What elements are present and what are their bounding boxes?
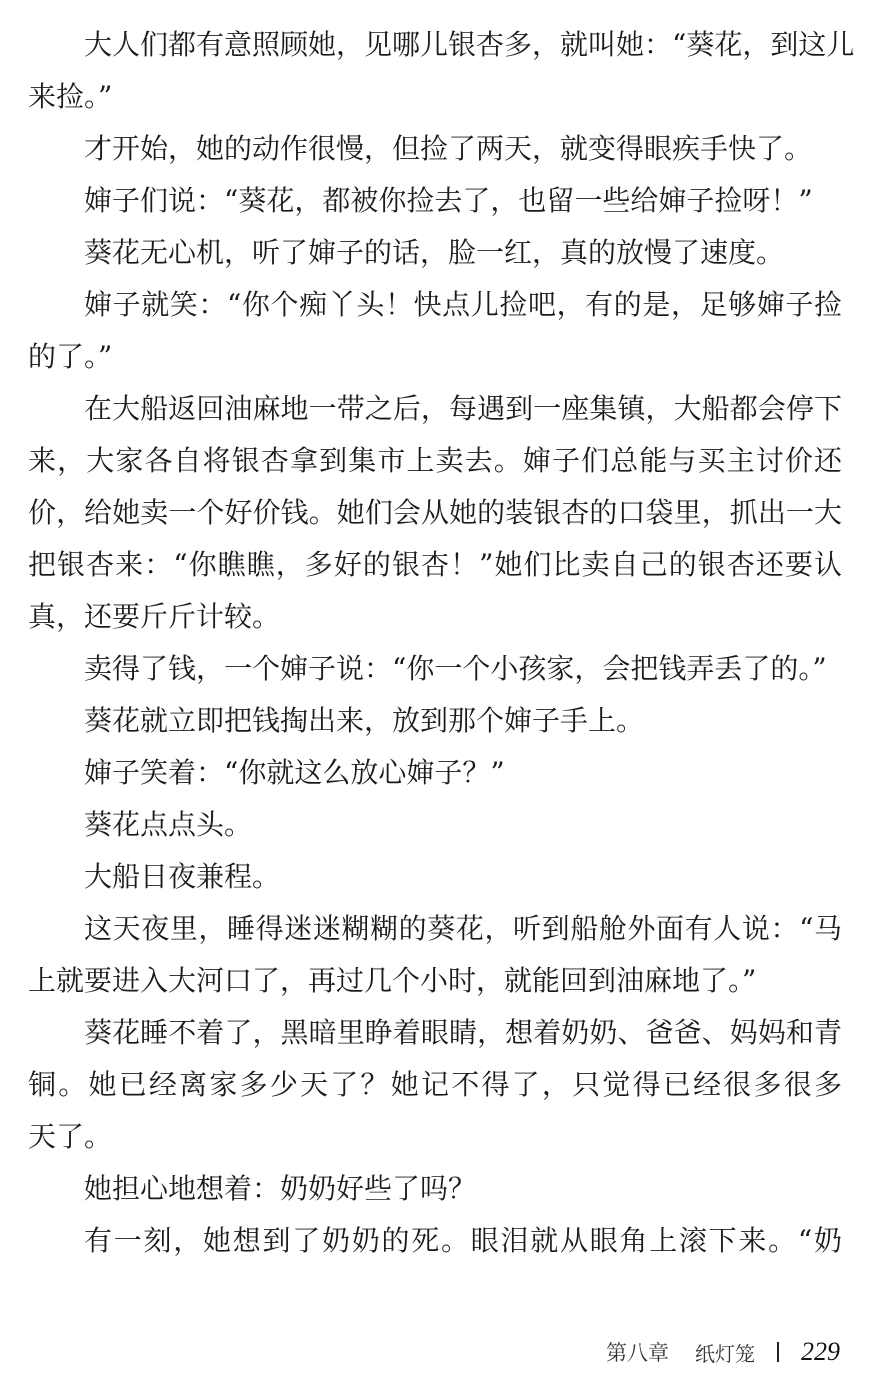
paragraph <box>28 279 842 383</box>
text-line: 在大船返回油麻地一带之后，每遇到一座集镇，大船都会停下 <box>84 392 842 425</box>
paragraph <box>28 643 842 695</box>
text-line: 大船日夜兼程。 <box>84 860 281 893</box>
page-number: 229 <box>801 1337 840 1366</box>
chapter-label: 第八章 <box>606 1341 669 1365</box>
text-line: 葵花睡不着了，黑暗里睁着眼睛，想着奶奶、爸爸、妈妈和青 <box>84 1016 842 1049</box>
paragraph <box>28 903 842 1007</box>
paragraph <box>28 1215 842 1267</box>
text-line: 葵花无心机，听了婶子的话，脸一红，真的放慢了速度。 <box>84 236 785 269</box>
body-text <box>28 19 855 1267</box>
text-line: 大人们都有意照顾她，见哪儿银杏多，就叫她：“葵花，到这儿 <box>84 28 855 61</box>
paragraph <box>28 695 842 747</box>
text-line: 葵花点点头。 <box>84 808 253 841</box>
text-line: 铜。她已经离家多少天了？她记不得了，只觉得已经很多很多 <box>28 1068 842 1101</box>
text-line: 天了。 <box>28 1120 113 1153</box>
text-line: 她担心地想着：奶奶好些了吗？ <box>84 1172 477 1205</box>
text-line: 才开始，她的动作很慢，但捡了两天，就变得眼疾手快了。 <box>84 132 813 165</box>
paragraph <box>28 1163 842 1215</box>
text-line: 卖得了钱，一个婶子说：“你一个小孩家，会把钱弄丢了的。” <box>84 652 827 685</box>
paragraph <box>28 383 842 643</box>
paragraph <box>28 851 842 903</box>
footer-divider <box>777 1342 779 1362</box>
text-line: 婶子们说：“葵花，都被你捡去了，也留一些给婶子捡呀！” <box>84 184 813 217</box>
text-line: 把银杏来：“你瞧瞧，多好的银杏！”她们比卖自己的银杏还要认 <box>28 548 842 581</box>
text-line: 来捡。” <box>28 80 113 113</box>
paragraph <box>28 123 842 175</box>
text-line: 来，大家各自将银杏拿到集市上卖去。婶子们总能与买主讨价还 <box>28 444 842 477</box>
text-line: 价，给她卖一个好价钱。她们会从她的装银杏的口袋里，抓出一大 <box>28 496 842 529</box>
text-line: 婶子就笑：“你个痴丫头！快点儿捡吧，有的是，足够婶子捡 <box>84 288 842 321</box>
text-line: 的了。” <box>28 340 113 373</box>
paragraph <box>28 799 842 851</box>
text-line: 有一刻，她想到了奶奶的死。眼泪就从眼角上滚下来。“奶 <box>84 1224 842 1257</box>
paragraph <box>28 175 842 227</box>
paragraph <box>28 19 855 123</box>
paragraph <box>28 227 842 279</box>
paragraph <box>28 747 842 799</box>
text-line: 真，还要斤斤计较。 <box>28 600 281 633</box>
text-line: 婶子笑着：“你就这么放心婶子？” <box>84 756 505 789</box>
text-line: 这天夜里，睡得迷迷糊糊的葵花，听到船舱外面有人说：“马 <box>84 912 842 945</box>
page-footer <box>606 1332 840 1372</box>
text-line: 上就要进入大河口了，再过几个小时，就能回到油麻地了。” <box>28 964 757 997</box>
text-line: 葵花就立即把钱掏出来，放到那个婶子手上。 <box>84 704 645 737</box>
chapter-title: 纸灯笼 <box>695 1341 755 1366</box>
paragraph <box>28 1007 842 1163</box>
